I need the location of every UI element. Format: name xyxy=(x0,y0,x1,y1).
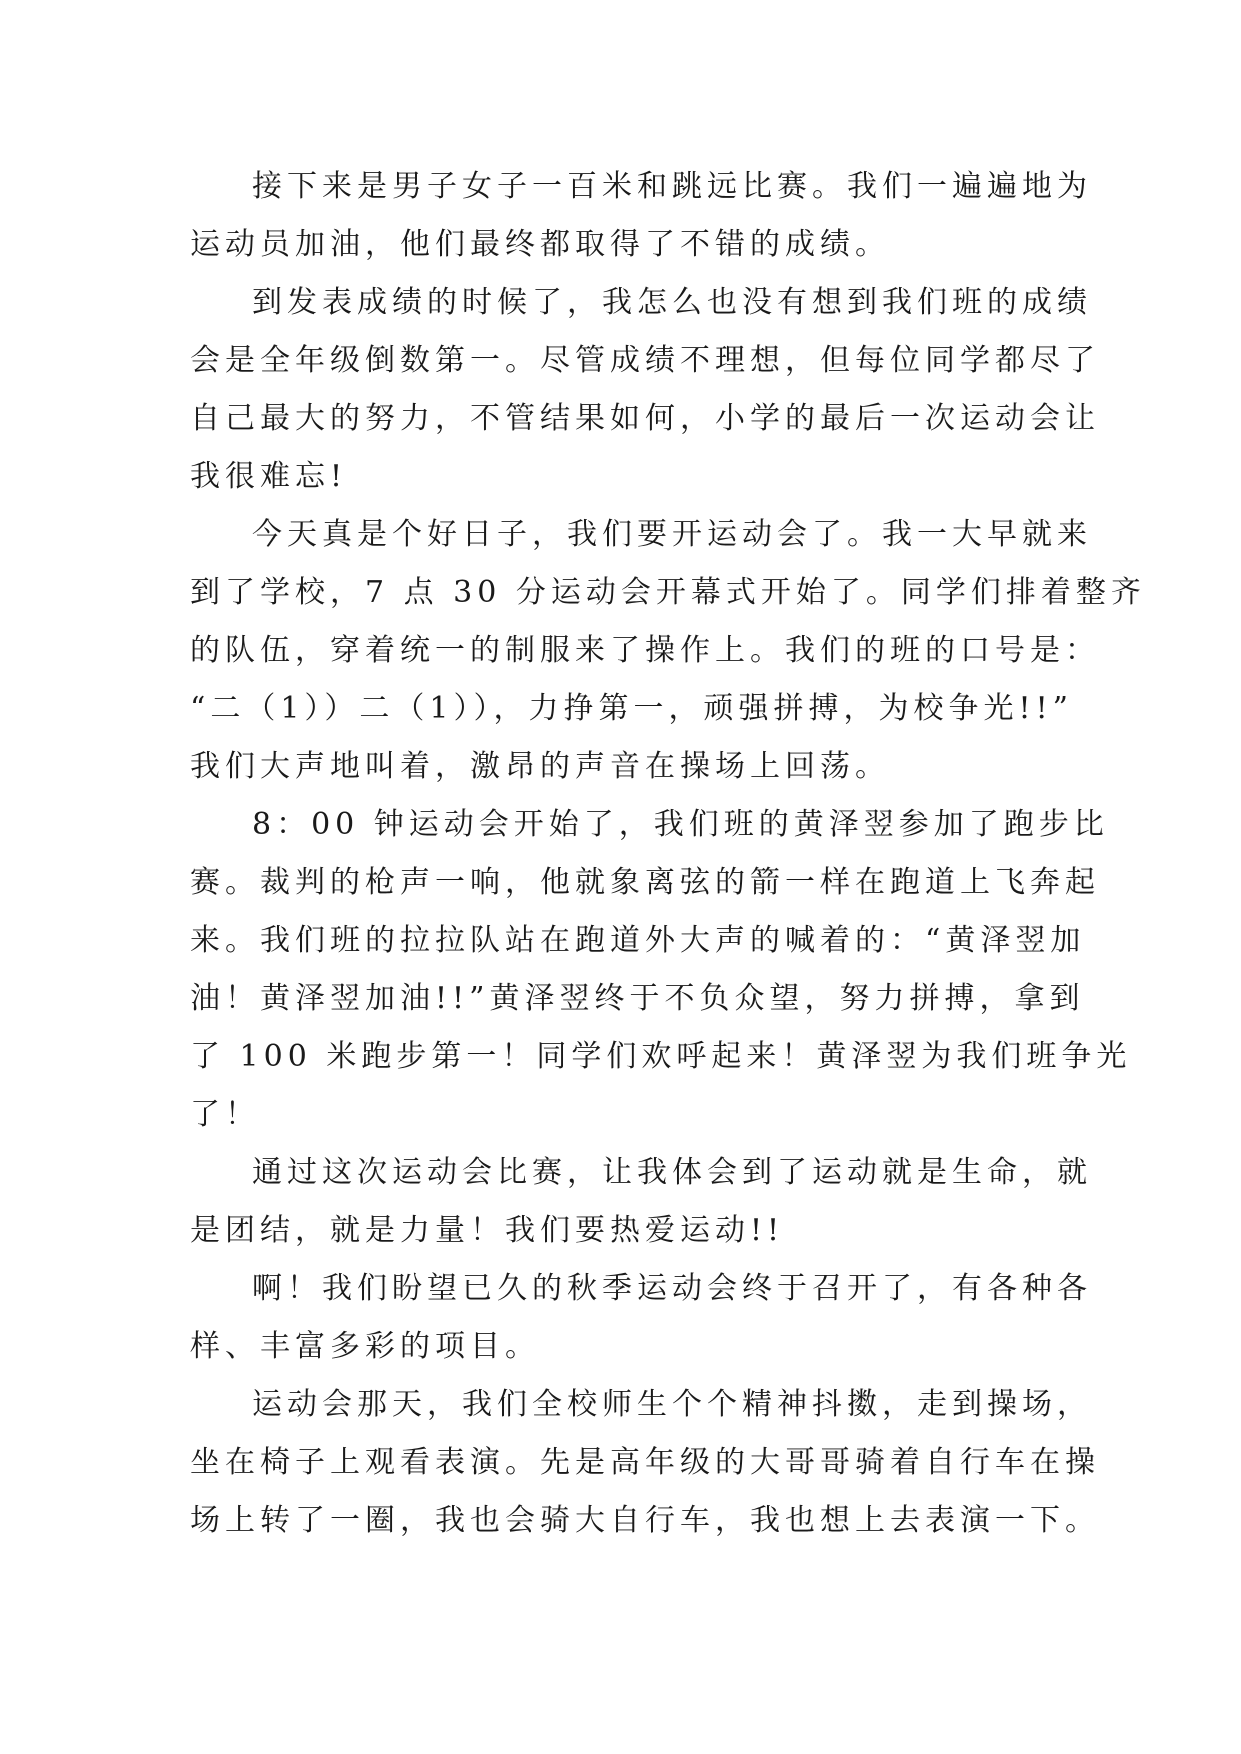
paragraph-7 xyxy=(190,1376,1100,1550)
paragraph-2 xyxy=(190,274,1100,506)
text-line: 是团结，就是力量！我们要热爱运动!! xyxy=(190,1213,785,1248)
text-line: 运动员加油，他们最终都取得了不错的成绩。 xyxy=(190,227,890,262)
text-line: 坐在椅子上观看表演。先是高年级的大哥哥骑着自行车在操 xyxy=(190,1445,1100,1480)
text-line: 接下来是男子女子一百米和跳远比赛。我们一遍遍地为 xyxy=(252,169,1092,204)
text-line: 场上转了一圈，我也会骑大自行车，我也想上去表演一下。 xyxy=(190,1503,1100,1538)
text-line: 了！ xyxy=(190,1097,260,1132)
text-line: 样、丰富多彩的项目。 xyxy=(190,1329,540,1364)
paragraph-4 xyxy=(190,796,1132,1144)
text-line: 啊！我们盼望已久的秋季运动会终于召开了，有各种各 xyxy=(252,1271,1092,1306)
text-line: “二（1））二（1）），力挣第一，顽强拼搏，为校争光!!” xyxy=(190,691,1073,726)
text-line: 会是全年级倒数第一。尽管成绩不理想，但每位同学都尽了 xyxy=(190,343,1100,378)
text-line: 运动会那天，我们全校师生个个精神抖擞，走到操场， xyxy=(252,1387,1092,1422)
text-line: 我很难忘! xyxy=(190,459,348,494)
paragraph-6 xyxy=(190,1260,1092,1376)
paragraph-5 xyxy=(190,1144,1092,1260)
text-line: 到发表成绩的时候了，我怎么也没有想到我们班的成绩 xyxy=(252,285,1092,320)
paragraph-3 xyxy=(190,506,1146,796)
text-line: 的队伍，穿着统一的制服来了操作上。我们的班的口号是： xyxy=(190,633,1100,668)
text-line: 到了学校，7 点 30 分运动会开幕式开始了。同学们排着整齐 xyxy=(190,575,1146,610)
text-line: 赛。裁判的枪声一响，他就象离弦的箭一样在跑道上飞奔起 xyxy=(190,865,1100,900)
text-line: 来。我们班的拉拉队站在跑道外大声的喊着的：“黄泽翌加 xyxy=(190,923,1086,958)
text-line: 自己最大的努力，不管结果如何，小学的最后一次运动会让 xyxy=(190,401,1100,436)
document-body xyxy=(190,158,1146,1550)
text-line: 油！黄泽翌加油!!”黄泽翌终于不负众望，努力拼搏，拿到 xyxy=(190,981,1085,1016)
text-line: 了 100 米跑步第一！同学们欢呼起来！黄泽翌为我们班争光 xyxy=(190,1039,1132,1074)
text-line: 今天真是个好日子，我们要开运动会了。我一大早就来 xyxy=(252,517,1092,552)
paragraph-1 xyxy=(190,158,1092,274)
text-line: 通过这次运动会比赛，让我体会到了运动就是生命，就 xyxy=(252,1155,1092,1190)
text-line: 我们大声地叫着，激昂的声音在操场上回荡。 xyxy=(190,749,890,784)
text-line: 8：00 钟运动会开始了，我们班的黄泽翌参加了跑步比 xyxy=(252,807,1109,842)
